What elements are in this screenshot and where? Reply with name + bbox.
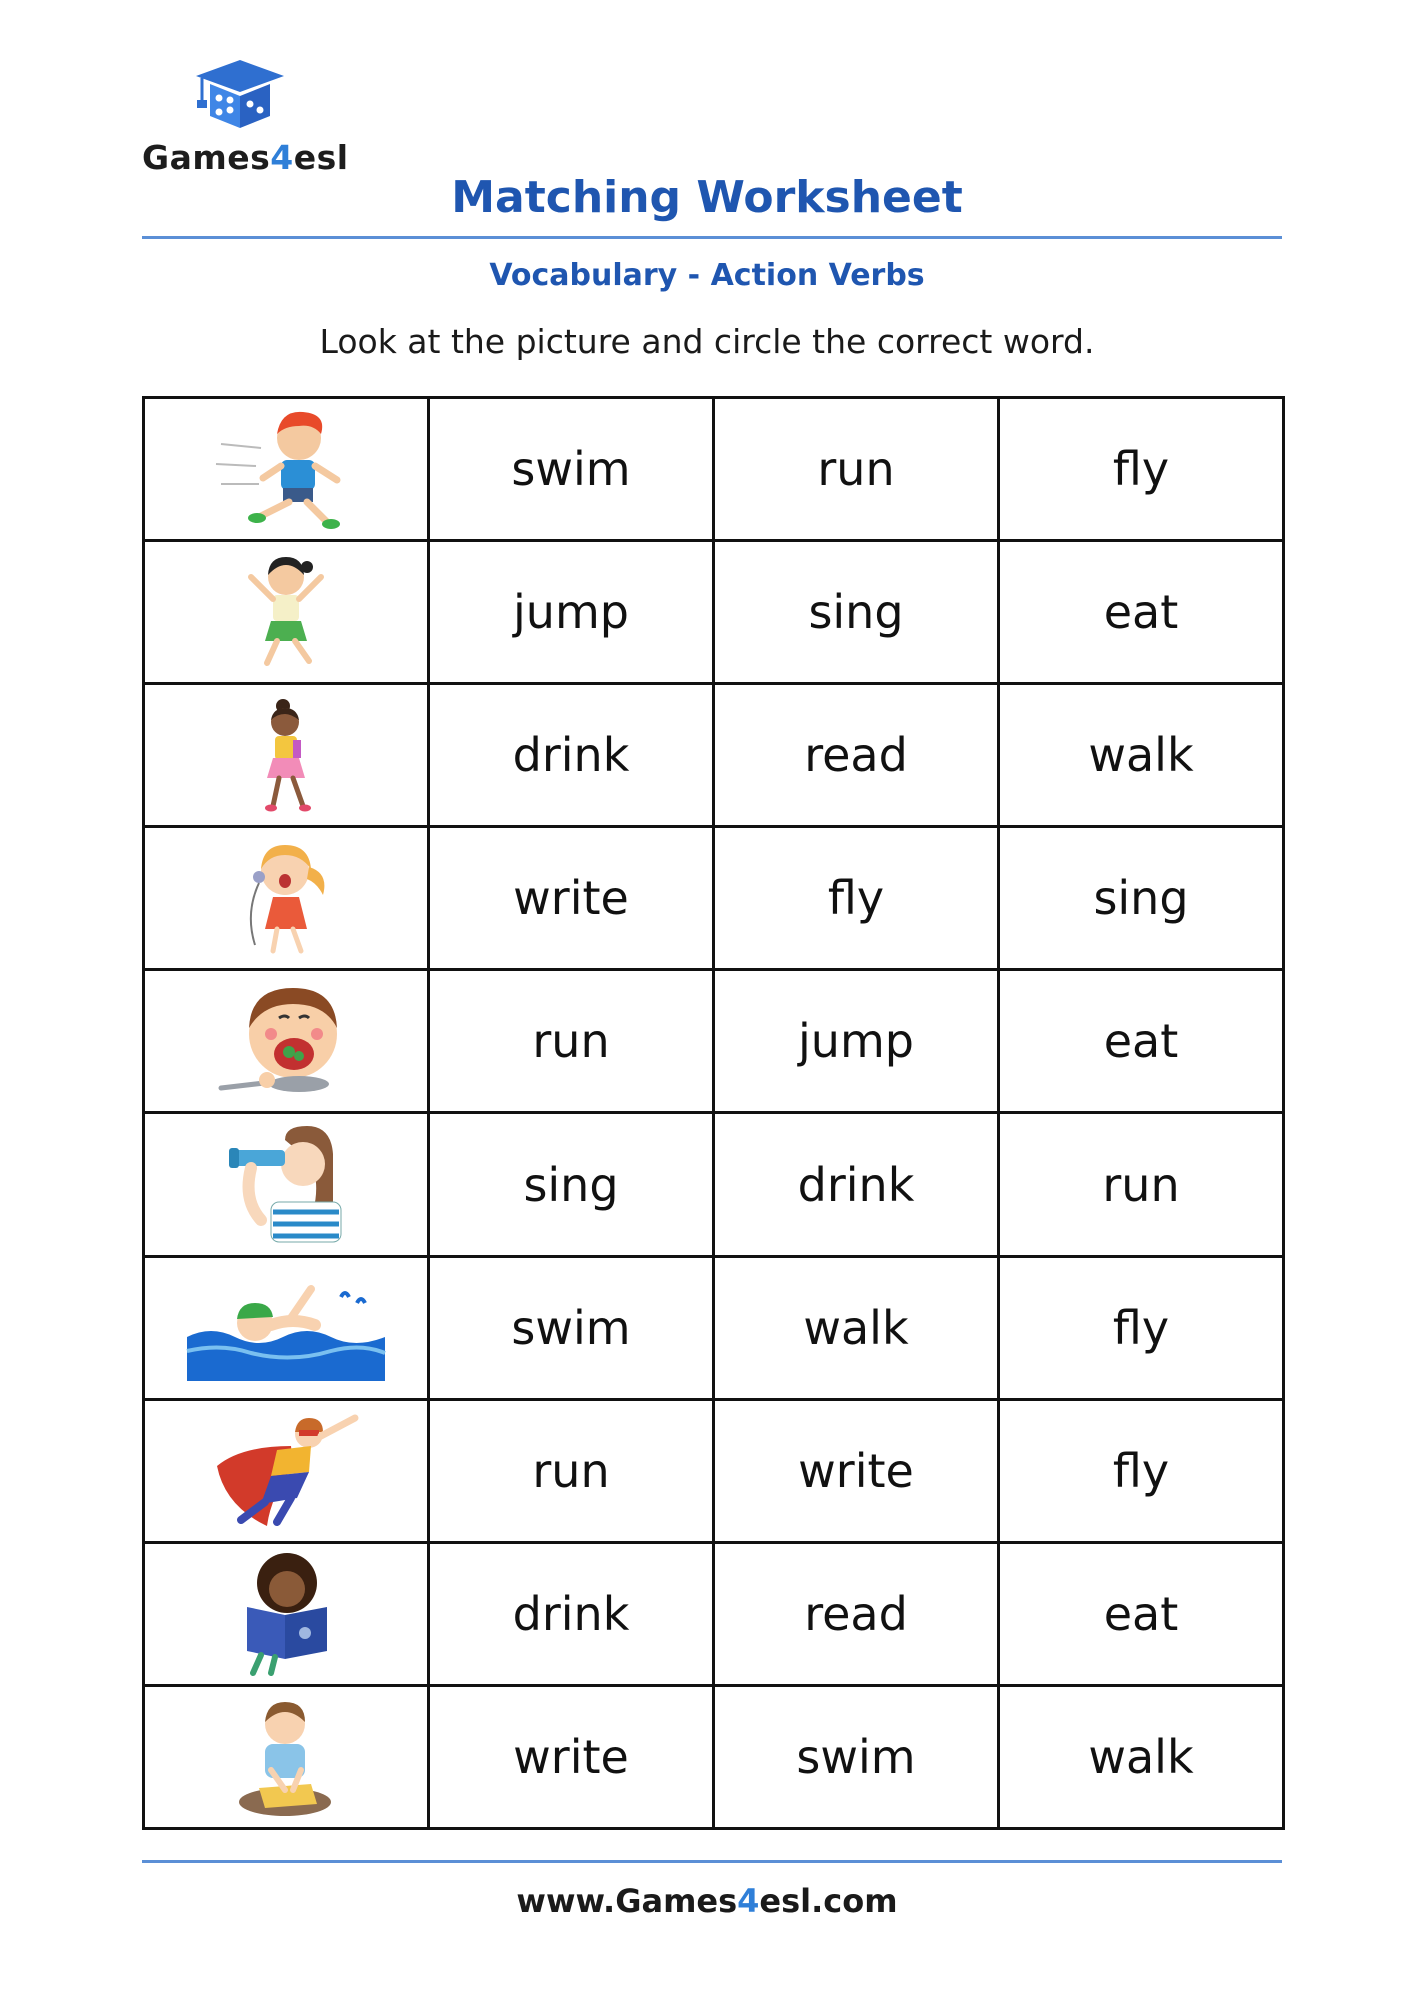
- table-row: [144, 1685, 1284, 1828]
- word-option[interactable]: eat: [999, 970, 1284, 1113]
- picture-cell: [144, 398, 429, 541]
- word-option[interactable]: sing: [714, 541, 999, 684]
- instructions: Look at the picture and circle the correct word.: [319, 322, 1095, 361]
- word-option[interactable]: write: [714, 1399, 999, 1542]
- word-option[interactable]: read: [714, 684, 999, 827]
- word-option[interactable]: walk: [714, 1256, 999, 1399]
- word-option[interactable]: fly: [999, 398, 1284, 541]
- table-row: [144, 970, 1284, 1113]
- walking-girl-icon: [181, 690, 391, 820]
- word-option[interactable]: read: [714, 1542, 999, 1685]
- dice-graduation-cap-icon: [192, 58, 288, 130]
- word-option[interactable]: walk: [999, 684, 1284, 827]
- table-row: [144, 1399, 1284, 1542]
- bottom-divider: [142, 1860, 1282, 1863]
- flying-superhero-icon: [181, 1406, 391, 1536]
- drinking-girl-icon: [181, 1120, 391, 1250]
- picture-cell: [144, 1399, 429, 1542]
- logo: [142, 58, 349, 178]
- word-option[interactable]: walk: [999, 1685, 1284, 1828]
- jumping-girl-icon: [181, 547, 391, 677]
- eating-boy-icon: [181, 976, 391, 1106]
- running-boy-icon: [181, 404, 391, 534]
- page-title: Matching Worksheet: [451, 172, 963, 223]
- page-subtitle: Vocabulary - Action Verbs: [489, 258, 925, 293]
- picture-cell: [144, 1542, 429, 1685]
- footer-url: www.Games4esl.com: [516, 1882, 898, 1920]
- word-option[interactable]: eat: [999, 541, 1284, 684]
- picture-cell: [144, 970, 429, 1113]
- word-option[interactable]: run: [999, 1113, 1284, 1256]
- table-row: [144, 541, 1284, 684]
- word-option[interactable]: swim: [429, 1256, 714, 1399]
- logo-text: Games4esl: [142, 138, 349, 177]
- word-option[interactable]: drink: [714, 1113, 999, 1256]
- top-divider: [142, 236, 1282, 239]
- word-option[interactable]: fly: [714, 827, 999, 970]
- swimming-boy-icon: [181, 1263, 391, 1393]
- word-option[interactable]: write: [429, 827, 714, 970]
- word-option[interactable]: fly: [999, 1399, 1284, 1542]
- table-row: [144, 684, 1284, 827]
- word-option[interactable]: drink: [429, 684, 714, 827]
- word-option[interactable]: jump: [714, 970, 999, 1113]
- word-option[interactable]: run: [429, 1399, 714, 1542]
- picture-cell: [144, 827, 429, 970]
- table-row: [144, 1256, 1284, 1399]
- word-option[interactable]: swim: [429, 398, 714, 541]
- table-row: [144, 398, 1284, 541]
- word-option[interactable]: run: [429, 970, 714, 1113]
- word-option[interactable]: swim: [714, 1685, 999, 1828]
- picture-cell: [144, 684, 429, 827]
- table-row: [144, 1113, 1284, 1256]
- word-option[interactable]: run: [714, 398, 999, 541]
- word-option[interactable]: eat: [999, 1542, 1284, 1685]
- singing-girl-icon: [181, 833, 391, 963]
- table-row: [144, 827, 1284, 970]
- picture-cell: [144, 1113, 429, 1256]
- matching-table: [142, 396, 1285, 1830]
- word-option[interactable]: write: [429, 1685, 714, 1828]
- word-option[interactable]: drink: [429, 1542, 714, 1685]
- word-option[interactable]: jump: [429, 541, 714, 684]
- word-option[interactable]: sing: [999, 827, 1284, 970]
- word-option[interactable]: fly: [999, 1256, 1284, 1399]
- word-option[interactable]: sing: [429, 1113, 714, 1256]
- reading-girl-icon: [181, 1549, 391, 1679]
- picture-cell: [144, 1256, 429, 1399]
- table-row: [144, 1542, 1284, 1685]
- picture-cell: [144, 541, 429, 684]
- writing-boy-icon: [181, 1692, 391, 1822]
- picture-cell: [144, 1685, 429, 1828]
